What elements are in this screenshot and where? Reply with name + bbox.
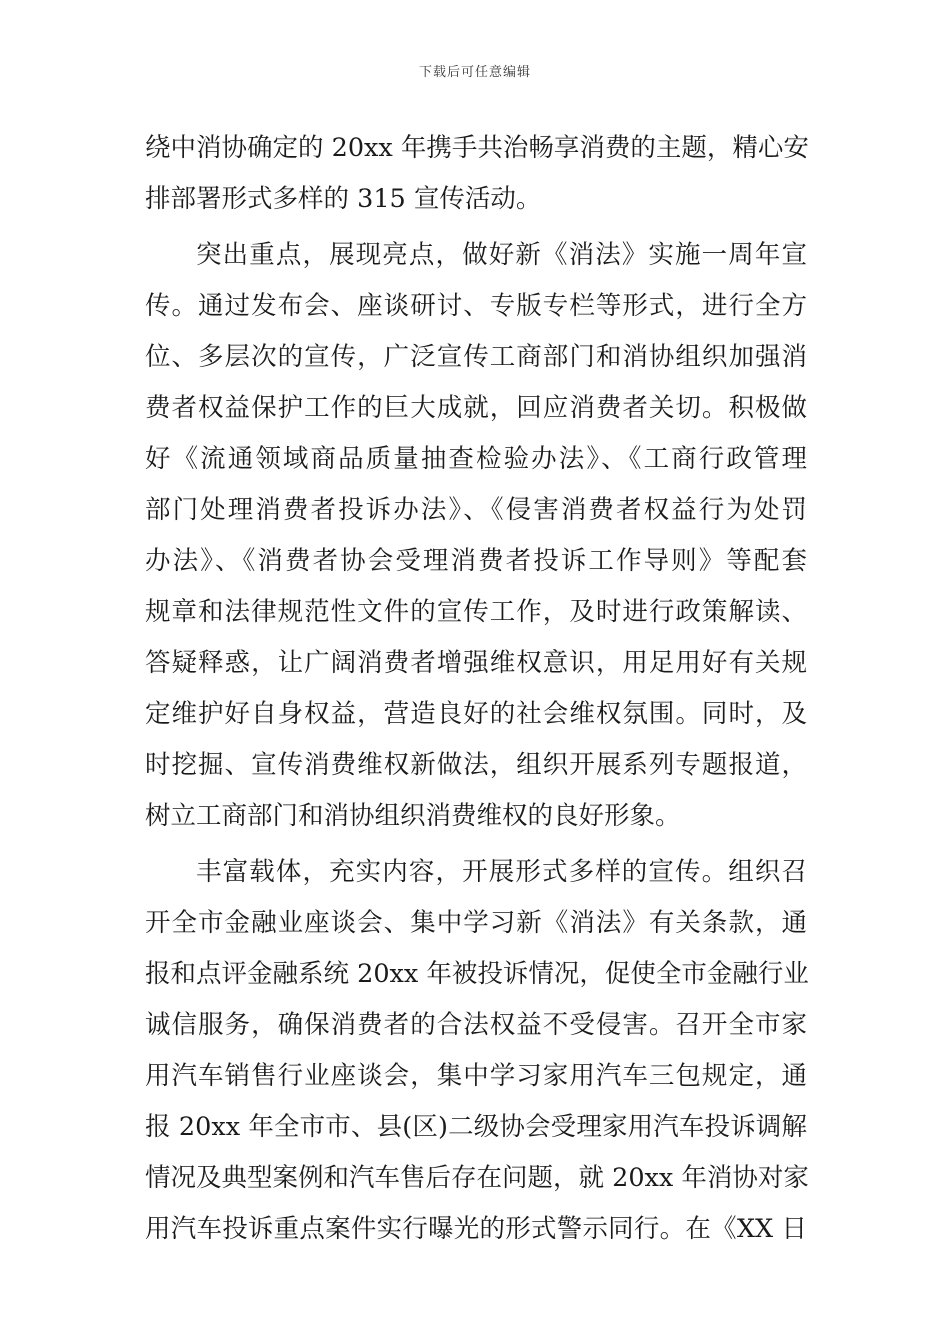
text-line: 办法》、《消费者协会受理消费者投诉工作导则》等配套 bbox=[145, 546, 807, 576]
text-line: 报 20xx 年全市市、县(区)二级协会受理家用汽车投诉调解 bbox=[145, 1112, 807, 1142]
text-line: 时挖掘、宣传消费维权新做法，组织开展系列专题报道， bbox=[145, 750, 807, 780]
paragraph-2 bbox=[145, 230, 807, 842]
text-line: 报和点评金融系统 20xx 年被投诉情况，促使全市金融行业 bbox=[145, 959, 809, 989]
text-line: 部门处理消费者投诉办法》、《侵害消费者权益行为处罚 bbox=[145, 495, 807, 525]
paragraph-1 bbox=[145, 123, 807, 225]
text-line: 传。通过发布会、座谈研讨、专版专栏等形式，进行全方 bbox=[145, 291, 807, 321]
page-header: 下载后可任意编辑 bbox=[418, 65, 531, 80]
text-line: 情况及典型案例和汽车售后存在问题，就 20xx 年消协对家 bbox=[145, 1163, 809, 1193]
text-line: 好《流通领域商品质量抽查检验办法》、《工商行政管理 bbox=[145, 444, 807, 474]
text-line: 位、多层次的宣传，广泛宣传工商部门和消协组织加强消 bbox=[145, 342, 807, 372]
text-line: 突出重点，展现亮点，做好新《消法》实施一周年宣 bbox=[196, 240, 807, 270]
text-line: 诚信服务，确保消费者的合法权益不受侵害。召开全市家 bbox=[145, 1010, 807, 1040]
paragraph-3 bbox=[145, 847, 807, 1255]
text-line: 排部署形式多样的 315 宣传活动。 bbox=[145, 184, 542, 214]
text-line: 定维护好自身权益，营造良好的社会维权氛围。同时，及 bbox=[145, 699, 807, 729]
text-line: 费者权益保护工作的巨大成就，回应消费者关切。积极做 bbox=[145, 393, 807, 423]
text-line: 绕中消协确定的 20xx 年携手共治畅享消费的主题，精心安 bbox=[145, 133, 809, 163]
text-line: 用汽车投诉重点案件实行曝光的形式警示同行。在《XX 日 bbox=[145, 1214, 807, 1244]
text-line: 规章和法律规范性文件的宣传工作，及时进行政策解读、 bbox=[145, 597, 807, 627]
text-line: 丰富载体，充实内容，开展形式多样的宣传。组织召 bbox=[196, 857, 807, 887]
text-line: 树立工商部门和消协组织消费维权的良好形象。 bbox=[145, 801, 681, 831]
text-line: 答疑释惑，让广阔消费者增强维权意识，用足用好有关规 bbox=[145, 648, 807, 678]
text-line: 开全市金融业座谈会、集中学习新《消法》有关条款，通 bbox=[145, 908, 807, 938]
document-body bbox=[145, 123, 807, 1255]
text-line: 用汽车销售行业座谈会，集中学习家用汽车三包规定，通 bbox=[145, 1061, 807, 1091]
